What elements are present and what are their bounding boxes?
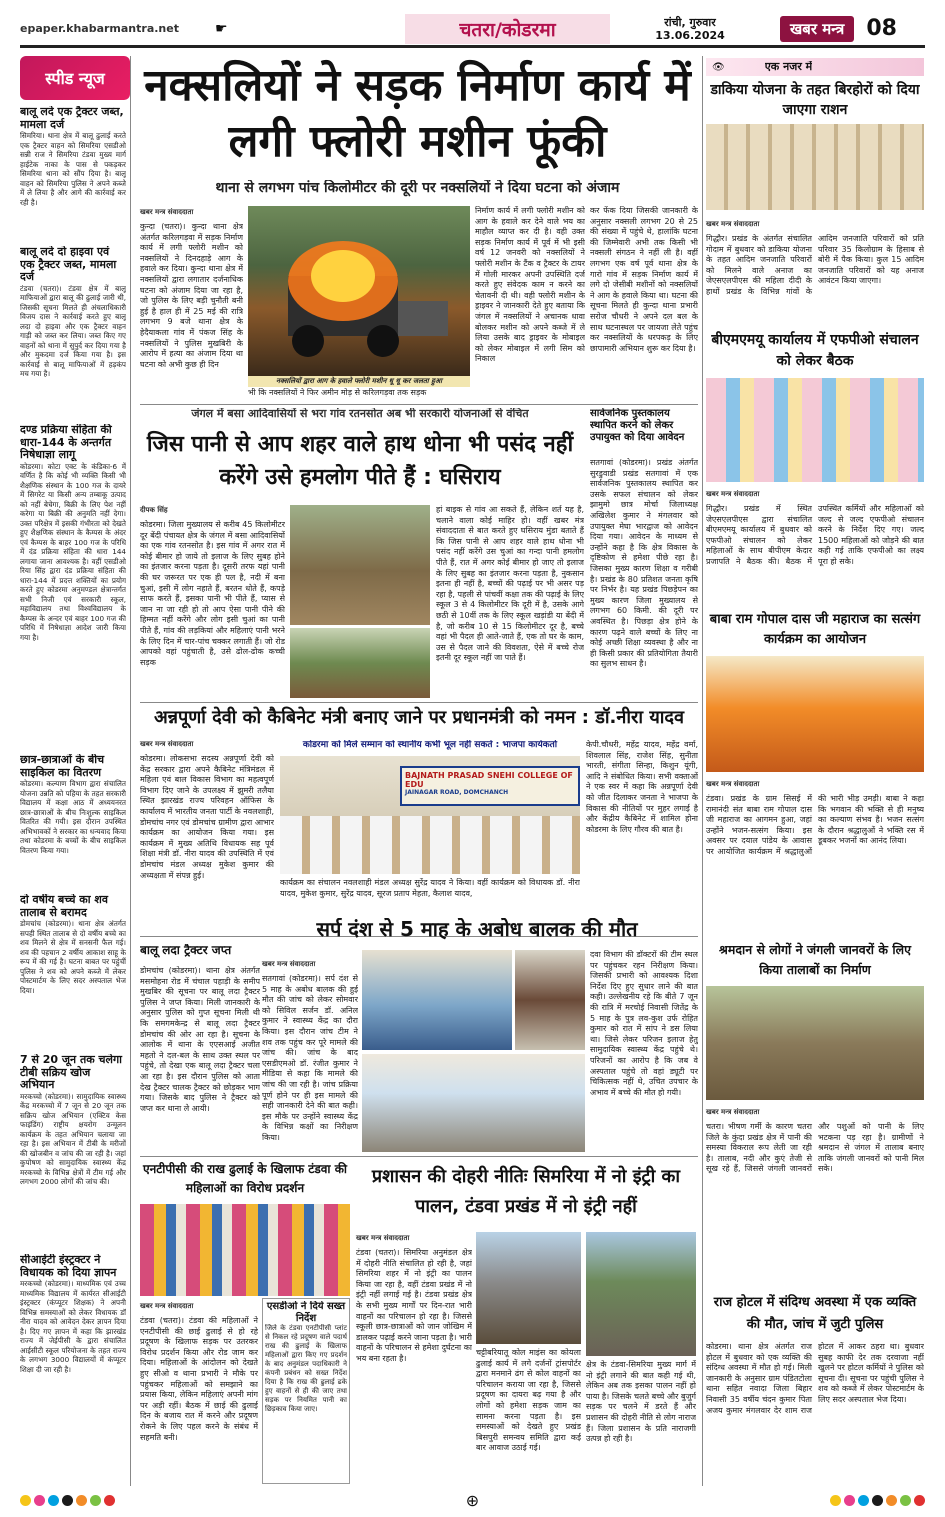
brief-body: सिमरिया। थाना क्षेत्र में बालू ढुलाई करते एक ट्रैक्टर वाहन को सिमरिया एसडीओ सन्नी राज ने सिमरिया टंडवा मुख्य मार्ग हाईटेक नाका के पास से पकड़कर सिमरिया थाना को सौंप दिया है। बालू वाहन को सिमरिया पुलिस ने अपने कब्जे में ले लिया है और आगे की कार्रवाई कर रही है। [20, 131, 126, 207]
raj-hotel-headline: राज होटल में संदिग्ध अवस्था में एक व्यक्ति की मौत, जांच में जुटी पुलिस [713, 1295, 917, 1332]
pond-digging-photo [706, 986, 924, 1100]
ek-nazar-banner [706, 58, 924, 76]
dakiya-headline: डाकिया योजना के तहत बिरहोरों को दिया जाएगा राशन [710, 82, 920, 118]
satsang-body: टंडवा। प्रखंड के ग्राम सिसई में रामानंदी संत बाबा राम गोपाल दास जी महाराज का आगमन हुआ, जहां उन्होंने भजन-सत्संग किया। इस अवसर पर दयाल पांडेय के आवास पर आयोजित कार्यक्रम में श्रद्धालुओं की भारी भीड़ उमड़ी। बाबा ने कहा कि भगवान की भक्ति से ही मनुष्य का कल्याण संभव है। भजन सत्संग के दौरान श्रद्धालुओं ने भक्ति रस में डूबकर भजनों का आनंद लिया। [706, 794, 924, 856]
snake-body-col1: सतगावां (कोडरमा)। सर्प दंश से 5 माह के अबोध बालक की हुई मौत की जांच को लेकर सोमवार को सिविल सर्जन डॉ. अनिल कुमार ने स्वास्थ्य केंद्र का दौरा किया। इस दौरान जांच टीम ने शव तक पहुंच कर पूरे मामले की जांच की। जांच के बाद एसडीएमओ डॉ. रंजीत कुमार ने मीडिया से कहा कि मामले की जांच की जा रही है। जांच प्रक्रिया पूर्ण होने पर ही इस मामले की सही जानकारी देने की बात कही। इस मौके पर उन्होंने स्वास्थ्य केंद्र के विभिन्न कक्षों का निरीक्षण किया। [262, 974, 358, 1142]
policy-body-col3: क्षेत्र के टंडवा-सिमरिया मुख्य मार्ग में नो इंट्री लगाने की बात कही गई थी, लेकिन अब तक इसका पालन नहीं हो पाया है। जिसके चलते बच्चे और बुजुर्ग सड़क पर चलने में डरते हैं और प्रशासन की दोहरी नीति से लोग नाराज हैं। जिला प्रशासन के प्रति नाराजगी उत्पन्न हो रही है। [586, 1360, 696, 1444]
ek-nazar-label: एक नजर में [764, 60, 813, 73]
fpo-meeting-photo [706, 378, 924, 482]
pointer-hand-icon: ☛ [215, 20, 228, 37]
brief-headline: छात्र-छात्राओं के बीच साइकिल का वितरण [20, 754, 105, 779]
eye-icon: 👁 [712, 61, 725, 73]
color-dots-left [20, 1495, 115, 1506]
section-name: चतरा/कोडरमा [405, 14, 610, 44]
lead-under-photo: भी कि नक्सलियों ने फिर अमीन मोड़ से करिलगड़वा तक सड़क [248, 388, 427, 397]
ntpc-body: टंडवा (चतरा)। टंडवा की महिलाओं ने एनटीपीसी की छाई ढुलाई से हो रहे प्रदूषण के खिलाफ सड़क पर उतरकर विरोध प्रदर्शन किया और रोड जाम कर दिया। महिलाओं के आंदोलन को देखते हुए सीओ व थाना प्रभारी ने मौके पर पहुंचकर महिलाओं को समझाने का प्रयास किया, लेकिन महिलाएं अपनी मांग पर अड़ी रहीं। बैठक में छाई की ढुलाई दिन के बजाय रात में करने और प्रदूषण रोकने के लिए पहल करने के संबंध में सहमति बनी। [140, 1316, 258, 1442]
ghasiray-headline: जिस पानी से आप शहर वाले हाथ धोना भी पसंद नहीं करेंगे उसे हमलोग पीते हैं : घसिराय [146, 432, 574, 490]
masthead-bar [20, 12, 925, 48]
brief-body: कोडरमा। कोटा एक्ट के कंडिका-6 में वर्णित है कि कोई भी व्यक्ति किसी भी शैक्षणिक संस्थान के 100 गज के दायरे में सिगरेट या किसी अन्य तम्बाकू उत्पाद को नहीं बेचेगा, बिक्री के लिए पेश नहीं करेगा या बिक्री की अनुमति नहीं देगा। उक्त परिक्षेत्र में इसकी गंभीरता को देखते हुए शैक्षणिक संस्थान के कैम्पस के अंदर एवं कैम्पस के बाहर 100 गज के परिधि में दंड प्रक्रिया संहिता की धारा 144 लगाया जाना आवश्यक है। वहीं एसडीओ रिया सिंह द्वारा दंड प्रक्रिया संहिता की धारा-144 में प्रदत्त शक्तियों का प्रयोग करते हुए कोडरमा अनुमण्डल क्षेत्रान्तर्गत सभी निजी एवं सरकारी स्कूल, महाविद्यालय तथा विश्वविद्यालय के कैम्पस के अन्दर एवं बाहर 100 गज की परिधि में निषेधाज्ञा आदेश जारी किया गया है। [20, 461, 126, 642]
policy-headline: प्रशासन की दोहरी नीतिः सिमरिया में नो इंट्री का पालन, टंडवा प्रखंड में नो इंट्री नहीं [371, 1166, 681, 1217]
registration-dot [48, 1495, 59, 1506]
speed-news-badge: स्पीड न्यूज [20, 56, 130, 100]
epaper-url[interactable]: epaper.khabarmantra.net [20, 22, 179, 35]
tractor-headline: बालू लदा ट्रैक्टर जप्त [140, 944, 232, 957]
dakiya-body: गिद्धौर। प्रखंड के अंतर्गत संचालित गोदाम में बुधवार को डाकिया योजना के तहत आदिम जनजाति परिवारों को मिलने वाले अनाज का जेएसएलपीएस की महिला दीदी के हाथों प्रखंड के विभिन्न गांवों के आदिम जनजाति परिवारों को प्रति परिवार 35 किलोग्राम के हिसाब से बोरी में पैक किया। कुल 15 आदिम जनजाति परिवारों को यह अनाज आवंटन किया जाएगा। [706, 234, 924, 296]
policy-body-col2: चट्टीबरियातू कोल माइंस का कोयला ढुलाई कार्य में लगे दर्जनों ट्रांसपोर्टर द्वारा मनमाने ढंग से कोल वाहनों का परिचालन कराया जा रहा है, जिससे प्रदूषण का दायरा बढ़ गया है और लोगों को हमेशा सड़क जाम का सामना करना पड़ता है। इस समस्याओं को देखते हुए प्रखंड बिसपुरी समन्वय समिति द्वारा कई बार आवाज उठाई गई। [476, 1348, 581, 1453]
brief-item [20, 424, 126, 754]
registration-dot [34, 1495, 45, 1506]
snake-body-col3: दवा विभाग की डॉक्टरों की टीम स्थल पर पहुंचकर रहन निरीक्षण किया। जिसकी प्रभारी को आवश्यक दिशा निर्देश दिए हुए सुधार लाने की बात कही। उल्लेखनीय रहे कि बीते 7 जून की रात्रि में मरचोई निवासी जितेंद्र के 5 माह के पुत्र लव-कुश उर्फ रोहित कुमार को रात में सांप ने डस लिया था। जिसे लेकर परिजन इलाज हेतु सामुदायिक स्वास्थ्य केंद्र पहुंचे थे। परिजनों का आरोप है कि जब वे अस्पताल पहुंचे तो वहां ड्यूटी पर चिकित्सक नहीं थे, उचित उपचार के अभाव में बच्चे की मौत हो गयी। [590, 950, 698, 1097]
registration-dot [872, 1495, 883, 1506]
byline: दीपक सिंह [140, 506, 168, 514]
dateline [630, 16, 750, 42]
bmmu-body: गिद्धौर। प्रखंड में स्थित जेएसएलपीएस द्वारा संचालित बीएमएमयू कार्यालय में बुधवार को एफपीओ संचालन को लेकर महिलाओं के साथ बीपीएम केदार प्रजापति ने बैठक की। बैठक में उपस्थित कर्मियों और महिलाओं को जल्द से जल्द एफपीओ संचालन करने के निर्देश दिए गए। जल्द 1500 महिलाओं को जोड़ने की बात कही गई ताकि एफपीओ का लक्ष्य पूरा हो सके। [706, 504, 924, 566]
registration-dot [104, 1495, 115, 1506]
brief-headline: दो वर्षीय बच्चे का शव तालाब से बरामद [20, 894, 109, 919]
raj-hotel-body: कोडरमा। थाना क्षेत्र अंतर्गत राज होटल में बुधवार को एक व्यक्ति की संदिग्ध अवस्था में मौत हो गई। मिली जानकारी के अनुसार ग्राम पंडितटोला थाना सहित नवादा जिला बिहार निवासी 35 वर्षीय चंदन कुमार पिता अजय कुमार मंगलवार देर शाम राज होटल में आकर ठहरा था। बुधवार सुबह काफी देर तक दरवाजा नहीं खुलने पर होटल कर्मियों ने पुलिस को सूचना दी। सूचना पर पहुंची पुलिस ने शव को कब्जे में लेकर पोस्टमार्टम के लिए सदर अस्पताल भेज दिया। [706, 1342, 924, 1415]
neera-under-photo: कार्यक्रम का संचालन नवलशाही मंडल अध्यक्ष सुरेंद्र यादव ने किया। वहीं कार्यक्रम को विधायक डॉ. नीरा यादव, मुकेश कुमार, सुरेंद्र यादव, सूरज प्रताप मेहता, कैलाश यादव, [280, 878, 580, 898]
byline: खबर मन्त्र संवाददाता [356, 1234, 410, 1242]
brief-body: मरकच्चो (कोडरमा)। सामुदायिक स्वास्थ्य केंद्र मरकच्चो में 7 जून से 20 जून तक सक्रिय खोज अभियान (एक्टिव केस फाइंडिंग) राष्ट्रीय क्षयरोग उन्मूलन कार्यक्रम के तहत अभियान चलाया जा रहा है। इस अभियान में टीबी के मरीजों की खोजबीन व जांच की जा रही है। जहां कुपोषण को सामुदायिक स्वास्थ्य केंद्र मरकच्चो के विभिन्न क्षेत्रों में टीम गई और लगभग 2000 लोगों की जांच की। [20, 1091, 126, 1187]
sdo-headline: एसडीओ ने दिये सख्त निर्देश [266, 1301, 346, 1324]
column-divider [702, 56, 703, 1486]
burning-machine-illustration [248, 206, 470, 376]
brief-body: मरकच्चो (कोडरमा)। माध्यमिक एवं उच्च माध्यमिक विद्यालय में कार्यरत सीआईटी इंस्ट्रक्टर (कंप्यूटर शिक्षक) ने अपनी विभिन्न समस्याओं को लेकर विधायक डॉ नीरा यादव को आवेदन देकर ज्ञापन दिया है। दिए गए ज्ञापन में कहा कि झारखंड राज्य में जेईपीसी के द्वारा संचालित आईसीटी स्कूल परियोजना के तहत राज्य के लगभग 3000 विद्यालयों में कंप्यूटर शिक्षा दी जा रही है। [20, 1279, 126, 1374]
brief-headline: 7 से 20 जून तक चलेगा टीबी सक्रिय खोज अभियान [20, 1054, 123, 1092]
lead-subhead: थाना से लगभग पांच किलोमीटर की दूरी पर नक्सलियों ने दिया घटना को अंजाम [215, 180, 620, 196]
neera-body-col3: केपी.चौधरी, महेंद्र यादव, महेंद्र वर्मा, शिवलाल सिंह, राजेश सिंह, सुनीता भारती, संगीता सिन्हा, किशुन यूंगी, आदि ने संबोधित किया। सभी वक्ताओं ने एक स्वर में कहा कि अन्नपूर्णा देवी को जीत दिलाकर जनता ने भाजपा के विकास की नीतियों पर मुहर लगाई है और केंद्रीय कैबिनेट में शामिल होना कोडरमा के लिए गौरव की बात है। [586, 740, 698, 834]
tractor-body: डोमचांच (कोडरमा)। थाना क्षेत्र अंतर्गत मसमोहना रोड में चंचाल पहाड़ी के समीप मुखबिर की सूचना पर बालू लदा ट्रैक्टर पुलिस ने जप्त किया। मिली जानकारी के अनुसार पुलिस को गुप्त सूचना मिली थी कि समगमकेन्द्र से बालू लदा ट्रैक्टर डोमचांच की ओर आ रहा है। सूचना के आलोक में थाना के एएसआई अजीत महतो ने दल-बल के साथ उक्त स्थल पर पहुंचे, तो देखा एक बालू लदा ट्रैक्टर चला आ रहा है। इस दौरान पुलिस को आता देख ट्रैक्टर चालक ट्रैक्टर को छोड़कर भाग गया। जिसके बाद पुलिस ने ट्रैक्टर को जप्त कर थाना ले आयी। [140, 966, 260, 1113]
divider [140, 1156, 698, 1157]
byline: खबर मन्त्र संवाददाता [706, 490, 760, 498]
lead-body-col2: निर्माण कार्य में लगी फ्लोरी मशीन को आग के हवाले कर देने वाले भय का माहौल व्याप्त कर दी है। वही उक्त सड़क निर्माण कार्य में पूर्व में भी इसी वर्ष 12 जनवरी को नक्सलियों ने फ्लोरी मशीन के टैंक व ट्रैक्टर के टायर में गोली मारकर अपनी उपस्थिति दर्ज करते हुए संवेदक काम न करने का चेतावनी दी थी। वही फ्लोरी मशीन के ड्राइवर ने जानकारी देते हुए बताया कि जंगल में नक्सलियों ने अचानक धावा बोलकर मशीन को अपने कब्जे में ले लिया उसके बाद ड्राइवर के मोबाइल को लेकर मोबाइल में लगी सिम को निकाल [475, 206, 585, 364]
college-event-photo [280, 756, 580, 874]
byline: खबर मन्त्र संवाददाता [706, 220, 760, 228]
registration-dot [900, 1495, 911, 1506]
women-protest-photo [140, 1204, 350, 1296]
color-dots-right [830, 1495, 925, 1506]
registration-dot [858, 1495, 869, 1506]
shramdan-headline: श्रमदान से लोगों ने जंगली जानवरों के लिए किया तालाबों का निर्माण [719, 942, 911, 977]
brief-item [20, 894, 126, 1054]
officer-portrait-photo [515, 950, 585, 1050]
brief-item [20, 106, 126, 246]
neera-headline: अन्नपूर्णा देवी को कैबिनेट मंत्री बनाए जाने पर प्रधानमंत्री को नमन : डॉ.नीरा यादव [154, 707, 684, 728]
brief-body: डोमचांच (कोडरमा)। थाना क्षेत्र अंतर्गत सपही स्थित तालाब से दो वर्षीय बच्चे का शव मिलने से क्षेत्र में सनसनी फैल गई। शव की पहचान 2 वर्षीय आकाश साहू के रूप में की गई है। घटना बाबत पर पहुंचीं पुलिस ने शव को अपने कब्जे में लेकर पोस्टमार्टम के लिए सदर अस्पताल भेज दिया। [20, 919, 126, 995]
brief-item [20, 754, 126, 894]
divider [140, 702, 698, 703]
ghasiray-kicker: जंगल में बसा आदिवासियों से भरा गांव रतनसोत अब भी सरकारी योजनाओं से वंचित [191, 408, 529, 420]
library-headline: सार्वजनिक पुस्तकालय स्थापित करने को लेकर उपायुक्त को दिया आवेदन [590, 408, 685, 443]
lead-headline: नक्सलियों ने सड़क निर्माण कार्य में लगी फ्लोरी मशीन फूंकी [144, 60, 691, 167]
lead-body-col1: कुन्दा (चतरा)। कुन्दा थाना क्षेत्र अंतर्गत करिलगड़वा में सड़क निर्माण कार्य में लगी फ्लोरी मशीन को नक्सलियों ने दिनदहाड़े आग के हवाले कर दिया। कुन्दा थाना क्षेत्र में नक्सलियों द्वारा लगातार दर्जनाधिक घटना को अंजाम दिया जा रहा है, जो पुलिस के लिए बड़ी चुनौती बनी हुई है हाल ही में 25 मई की रात्रि लगभग 9 बजे थाना क्षेत्र के हेदैयाकला गांव में पंकज सिंह के नक्सलियों ने पुलिस मुखबिरी के आरोप में हत्या का अंजाम दिया था घटना को अभी कुछ ही दिन [140, 222, 243, 369]
registration-dot [90, 1495, 101, 1506]
brief-headline: बालू लदे दो हाइवा एवं एक ट्रैक्टर जब्त, मामला दर्ज [20, 246, 117, 284]
crosshair-icon: ⊕ [465, 1490, 480, 1510]
village-hut-photo [290, 628, 430, 698]
seated-people [280, 816, 580, 874]
sdo-body: जिले के टंडवा एनटीपीसी प्लांट से निकल रहे प्रदूषण वाले पदार्थ राख की ढुलाई के खिलाफ महिलाओं द्वारा किए गए प्रदर्शन के बाद अनुमंडल पदाधिकारी ने कंपनी प्रबंधन को सख्त निर्देश दिया है कि राख की ढुलाई ढके हुए वाहनों से ही की जाए तथा सड़क पर नियमित पानी का छिड़काव किया जाए। [265, 1324, 347, 1413]
byline: खबर मन्त्र संवाददाता [262, 960, 316, 968]
brief-item [20, 1054, 126, 1254]
lead-body-col3: कर फेंक दिया जिसकी जानकारी के अनुसार नक्सली लगभग 20 से 25 की संख्या में पहुंचे थे, हालांकि घटना की जिम्मेवारी अभी तक किसी भी नक्सली संगठन ने नहीं ली है। वहीं लगभग एक वर्ष पूर्व थाना क्षेत्र के गारो गांव में सड़क निर्माण कार्य में लगे दो जेसीबी मशीनों को नक्सलियों ने आग के हवाले किया था। घटना की सूचना मिलते ही कुन्दा थाना प्रभारी सरोज चौधरी ने अपने दल बल के साथ घटनास्थल पर जायजा लेते पहुंच कर नक्सलियों के धरपकड़ के लिए छापामारी अभियान शुरू कर दिया है। [590, 206, 698, 353]
village-water-photo [290, 505, 430, 625]
date: 13.06.2024 [655, 28, 725, 42]
truck-traffic-photo [476, 1232, 581, 1344]
page-number: 08 [866, 16, 897, 41]
registration-dot [914, 1495, 925, 1506]
registration-dot [830, 1495, 841, 1506]
bmmu-headline: बीएमएमयू कार्यालय में एफपीओ संचालन को लेकर बैठक [711, 332, 919, 369]
sdo-box [262, 1298, 350, 1484]
fire-photo-caption: नक्सलियों द्वारा आग के हवाले फ्लोरी मशीन धू धू कर जलता हुआ [248, 376, 470, 387]
registration-strip [20, 1490, 925, 1510]
brief-headline: दण्ड प्रक्रिया संहिता की धारा-144 के अन्तर्गत निषेधाज्ञा लागू [20, 424, 112, 462]
byline: खबर मन्त्र संवाददाता [706, 1108, 760, 1116]
brief-body: कोडरमा। कल्याण विभाग द्वारा संचालित योजना उन्नति को पहिया के तहत सरकारी विद्यालय में कक्षा आठ में अध्ययनरत छात्र-छात्राओं के बीच निःशुल्क साइकिल वितरित की गयी। इस दौरान उपस्थित अभिभावकों ने सरकार का धन्यवाद किया तथा कोडरमा के बच्चों के बीच साइकिल वितरण किया गया। [20, 779, 126, 855]
library-body: सतगावां (कोडरमा)। प्रखंड अंतर्गत सुरडुवाडी प्रखंड सतगावां में एक सार्वजनिक पुस्तकालय स्थापित कर उसके सफल संचालन को लेकर झामुमो छात्र मोर्चा जिलाध्यक्ष अखिलेश कुमार ने मंगलवार को उपायुक्त मेघा भारद्वाज को आवेदन दिया गया। आवेदन के माध्यम से उन्होंने कहा है कि क्षेत्र विकास के दृष्टिकोण से हमेशा पीछे रहा है। जिसका मुख्य कारण शिक्षा व गरीबी है। प्रखंड के 80 प्रतिशत जनता कृषि पर निर्भर है। यह प्रखंड पिछड़ेपन का मुख्य कारण जिला मुख्यालय से लगभग 60 किमी. की दूरी पर अवस्थित है। पिछड़ा क्षेत्र होने के कारण पढ़ने वाले बच्चों के लिए ना कोई अच्छी शिक्षा व्यवस्था है और ना ही किसी प्रकार की प्रतियोगिता तैयारी का सुलभ साधन है। [590, 458, 698, 669]
road-crowd-photo [586, 1232, 696, 1356]
ghasiray-body-col2: हां बाइक से गांव आ सकते हैं, लेकिन शर्त यह है, चलाने वाला कोई माहिर हो। वहीं खबर मंत्र संवाददाता से बात करते हुए घसिराय मुंडा बताते हैं कि जिस पानी से आप शहर वाले हाथ धोना भी पसंद नहीं करेंगे उस चुआं का गन्दा पानी हमलोग पीते हैं, रात में अगर कोई बीमार हो जाए तो इलाज के लिए सुबह का इंतजार करना पड़ता है, नुकसान इतना ही नहीं है, बच्चों की पढ़ाई पर भी असर पड़ रहा है, पहली से पांचवीं कक्षा तक की पढ़ाई के लिए स्कूल 3 से 4 किलोमीटर कि दूरी में है, उसके आगे छठी से 10वीं तक के लिए स्कूल खड़ांडी या बेंदी में है, जो करीब 10 से 15 किलोमीटर दूर है, बच्चे वहां भी पैदल ही आते-जाते हैं, एक तो घर के काम, उस से पैदल जाने की विवशता, ऐसे में बच्चे रोज इतनी दूर स्कूल नहीं जा पाते हैं। [436, 505, 584, 663]
ration-sacks-photo [706, 124, 924, 210]
paper-logo: खबर मन्त्र [780, 16, 854, 42]
brief-item [20, 246, 126, 424]
city-day: रांची, गुरुवार [664, 15, 716, 29]
divider [140, 404, 698, 405]
byline: खबर मन्त्र संवाददाता [140, 1302, 194, 1310]
hospital-inspection-photo [362, 1054, 585, 1152]
left-column [20, 106, 126, 1486]
byline: खबर मन्त्र संवाददाता [140, 208, 194, 216]
byline: खबर मन्त्र संवाददाता [140, 740, 194, 748]
neera-body-col1: कोडरमा। लोकसभा सदस्य अन्नपूर्णा देवी को केंद्र सरकार द्वारा अपने कैबिनेट मंत्रिमंडल में महिला एवं बाल विकास विभाग का महत्वपूर्ण विभाग दिए जाने के उपलक्ष्य में झुमरी तलैया स्थित झारखंड राज्य परिवहन ऑफिस के कार्यालय में भारतीय जनता पार्टी के नवलशाही, डोमचांच नगर एवं डोमचांच ग्रामीण द्वारा आभार कार्यक्रम का आयोजन किया गया। इस कार्यक्रम में मुख्य अतिथि विधायक सह पूर्व शिक्षा मंत्री डॉ. नीरा यादव की उपस्थिति में एवं डोमचांच मंडल अध्यक्ष मुकेश कुमार की अध्यक्षता में संपन्न हुई। [140, 754, 274, 880]
doctor-portrait-photo [362, 950, 512, 1050]
satsang-headline: बाबा राम गोपाल दास जी महाराज का सत्संग कार्यक्रम का आयोजन [709, 612, 921, 647]
shramdan-body: चतरा। भीषण गर्मी के कारण चतरा जिले के कुंदा प्रखंड क्षेत्र में पानी की समस्या विकराल रूप लेती जा रही है। तालाब, नदी और कुएं तेजी से सूख रहे हैं, जिससे जंगली जानवरों और पशुओं को पानी के लिए भटकना पड़ रहा है। ग्रामीणों ने श्रमदान से जंगल में तालाब बनाए ताकि जंगली जानवरों को पानी मिल सके। [706, 1122, 924, 1174]
brief-body: टंडवा (चतरा)। टंडवा क्षेत्र में बालू माफियाओं द्वारा बालू की ढुलाई जारी थी, जिसकी सूचना मिलते ही अंचलाधिकारी विजय दास ने कार्रवाई करते हुए बालू लदा दो हाइवा और एक ट्रैक्टर वाहन गाड़ी को जब्त कर लिया। जब्त किए गए वाहनों को थाना में सुपुर्द कर दिया गया है और मुकदमा दर्ज किया गया है। इस कार्रवाई से बालू माफियाओं में हड़कंप मच गया है। [20, 283, 126, 379]
brief-item [20, 1254, 126, 1486]
column-divider [130, 56, 131, 1486]
satsang-photo [706, 656, 924, 772]
registration-dot [844, 1495, 855, 1506]
registration-dot [886, 1495, 897, 1506]
registration-dot [62, 1495, 73, 1506]
fire-machine-photo [248, 206, 470, 376]
policy-body-col1: टंडवा (चतरा)। सिमरिया अनुमंडल क्षेत्र में दोहरी नीति संचालित हो रही है, जहां सिमरिया शहर में नो इंट्री का पालन किया जा रहा है, वहीं टंडवा प्रखंड में नो इंट्री नहीं लगाई गई है। टंडवा प्रखंड क्षेत्र के सभी मुख्य मार्गों पर दिन-रात भारी वाहनों का परिचालन हो रहा है। जिससे स्कूली छात्र-छात्राओं को जान जोखिम में डालकर पढ़ाई करने जाना पड़ता है। भारी वाहनों के परिचालन से हमेशा दुर्घटना का भय बना रहता है। [356, 1248, 472, 1363]
brief-headline: बालू लदे एक ट्रैक्टर जब्त, मामला दर्ज [20, 106, 124, 131]
ntpc-headline: एनटीपीसी की राख ढुलाई के खिलाफ टंडवा की महिलाओं का विरोध प्रदर्शन [142, 1162, 348, 1195]
registration-dot [20, 1495, 31, 1506]
registration-dot [76, 1495, 87, 1506]
byline: खबर मन्त्र संवाददाता [706, 780, 760, 788]
neera-photo-caption: कोडरमा को मिले सम्मान को स्थानीय कभी भूल नहीं सकते : भाजपा कार्यकर्ता [302, 740, 558, 750]
snake-headline: सर्प दंश से 5 माह के अबोध बालक की मौत [316, 918, 638, 941]
brief-headline: सीआईटी इंस्ट्रक्टर ने विधायक को दिया ज्ञापन [20, 1254, 117, 1279]
ghasiray-body-col1: कोडरमा। जिला मुख्यालय से करीब 45 किलोमीटर दूर बेंदी पंचायत क्षेत्र के जंगल में बसा आदिवासियों का एक गांव रतनसोत है। इस गांव में अगर रात में कोई बीमार हो जाये तो इलाज के लिए सुबह होने का इंतजार करना पड़ता है। दूसरी तरफ यहां पानी की घर जरूरत पर एक ही पल है, नदी में बना चुआं, इसी में लोग नहाते हैं, बरतन धोते हैं, कपड़े साफ करते हैं, इसका पानी भी पीते हैं, प्यास से जान ना जा रही हो तो आप ऐसा पानी पीने की हिम्मत नहीं करेंगे और लोग इसी चुआं का पानी पीते हैं, गांव की लड़कियां और महिलाएं पानी भरने के लिए दिन में चार-पांच चक्कर लगाती हैं। जो रोड आपको वहां पहुंचाती है, उसे ढोल-ढोक कच्ची सड़क [140, 520, 285, 667]
college-banner: BAJNATH PRASAD SNEHI COLLEGE OF EDU JAINAGAR ROAD, DOMCHANCH [400, 766, 580, 806]
